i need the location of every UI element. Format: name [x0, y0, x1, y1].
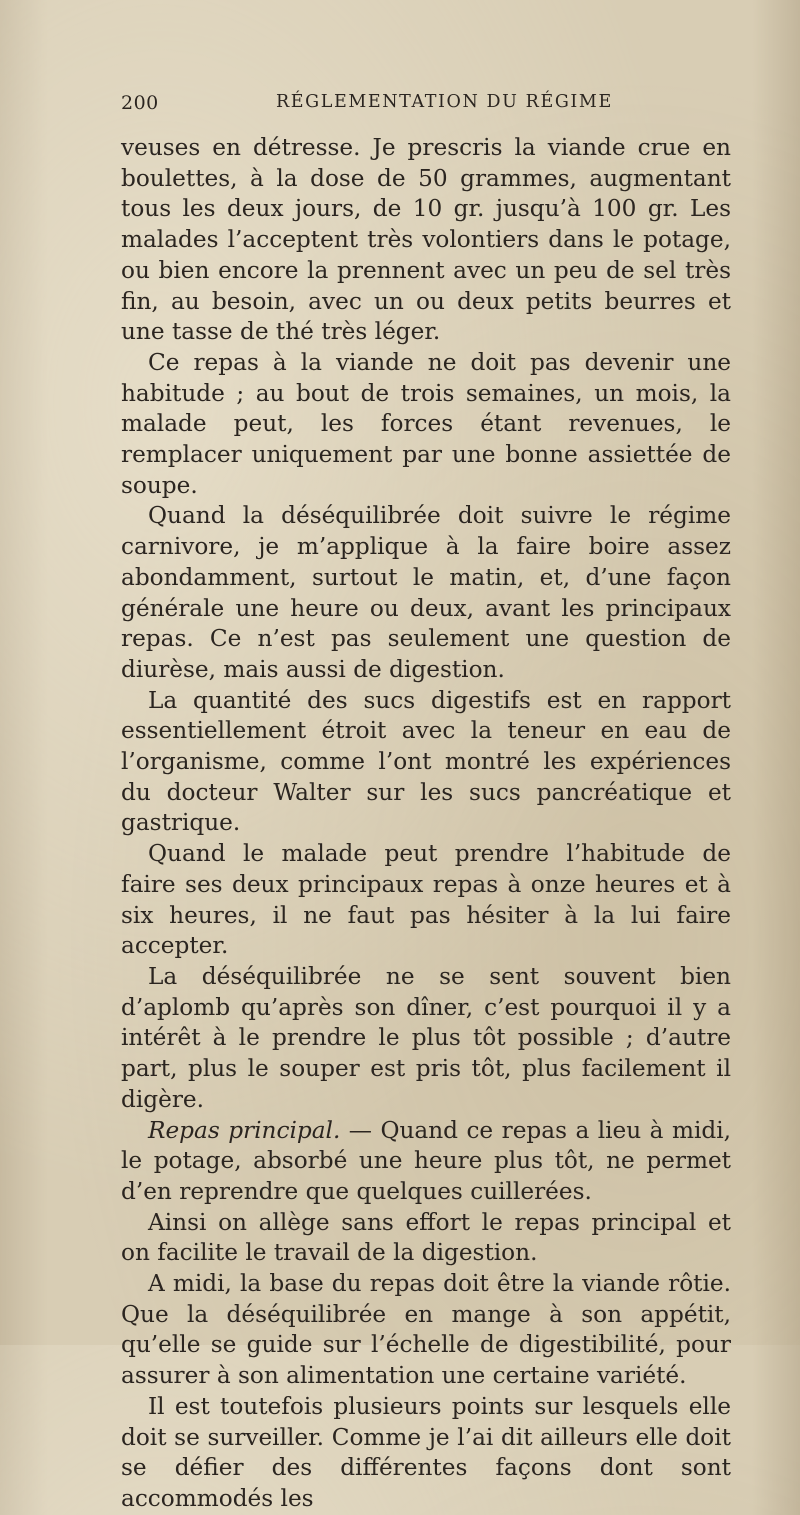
paragraph: Ainsi on allège sans effort le repas principal et on facilite le travail de la digestion. — [121, 1208, 731, 1267]
page-number: 200 — [121, 92, 159, 114]
paragraph: Il est toutefois plusieurs points sur lesquels elle doit se surveiller. Comme je l’ai dit ailleurs elle doit se défier des différentes façons dont sont accommodés les — [121, 1392, 731, 1512]
paragraph: La déséquilibrée ne se sent souvent bien d’aplomb qu’après son dîner, c’est pourquoi il y a intérêt à le prendre le plus tôt possible ; d’autre part, plus le souper est pris tôt, plus facilement il digère. — [121, 962, 731, 1113]
section-heading: Repas principal. — [148, 1116, 341, 1144]
paragraph: Quand la déséquilibrée doit suivre le régime carnivore, je m’applique à la faire boire assez abondamment, surtout le matin, et, d’une façon générale une heure ou deux, avant les principaux repas. Ce n’est pas seulement une question de diurèse, mais aussi de digestion. — [121, 502, 731, 683]
paragraph: Quand le malade peut prendre l’habitude de faire ses deux principaux repas à onze heures et à six heures, il ne faut pas hésiter à la lui faire accepter. — [121, 840, 731, 960]
running-title: RÉGLEMENTATION DU RÉGIME — [276, 92, 613, 112]
paragraph: Ce repas à la viande ne doit pas devenir une habitude ; au bout de trois semaines, un mois, la malade peut, les forces étant revenues, le remplacer uniquement par une bonne assiettée de soupe. — [121, 348, 731, 499]
paragraph: veuses en détresse. Je prescris la viande crue en boulettes, à la dose de 50 grammes, augmentant tous les deux jours, de 10 gr. jusqu’à 100 gr. Les malades l’acceptent très volontiers dans le potage, ou bien encore la prennent avec un peu de sel très fin, au besoin, avec un ou deux petits beurres et une tasse de thé très léger. — [121, 134, 731, 346]
section-text: — Quand ce repas a lieu à midi, le potage, absorbé une heure plus tôt, ne permet d’en reprendre que quelques cuillerées. — [121, 1116, 731, 1205]
running-head — [121, 92, 731, 120]
paragraph: A midi, la base du repas doit être la viande rôtie. Que la déséquilibrée en mange à son appétit, qu’elle se guide sur l’échelle de digestibilité, pour assurer à son alimentation une certaine variété. — [121, 1270, 731, 1390]
body-text — [121, 133, 731, 1515]
paragraph: La quantité des sucs digestifs est en rapport essentiellement étroit avec la teneur en eau de l’organisme, comme l’ont montré les expériences du docteur Walter sur les sucs pancréatique et gastrique. — [121, 686, 731, 837]
section-paragraph — [121, 1116, 731, 1208]
